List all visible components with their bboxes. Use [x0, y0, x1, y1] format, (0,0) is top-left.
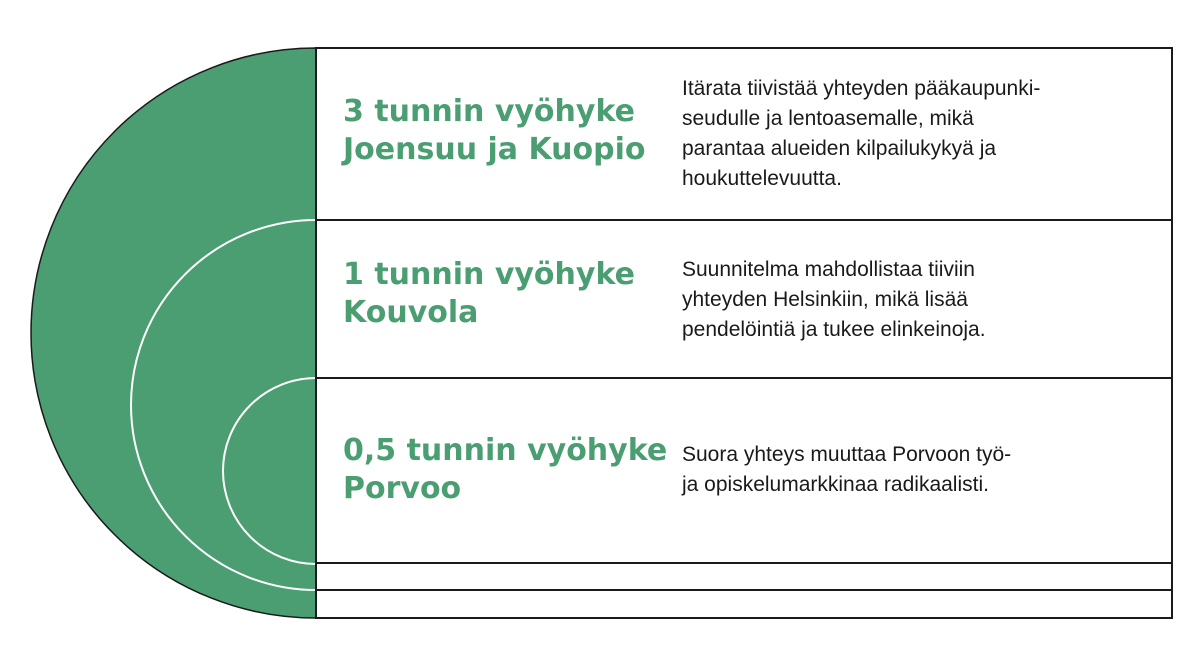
zone-3h-desc-line: houkuttelevuutta.: [682, 167, 842, 190]
zone-1h-desc-line: Suunnitelma mahdollistaa tiiviin: [682, 258, 975, 281]
zone-1h-description: [682, 255, 1152, 345]
zone-05h-title-line1: 0,5 tunnin vyöhyke: [343, 433, 668, 468]
zone-05h-desc-line: ja opiskelumarkkinaa radikaalisti.: [682, 473, 989, 496]
zone-3h-desc-line: Itärata tiivistää yhteyden pääkaupunki-: [682, 77, 1041, 100]
zone-1h-desc-line: yhteyden Helsinkiin, mikä lisää: [682, 288, 968, 311]
zone-3h-title-line2: Joensuu ja Kuopio: [343, 132, 646, 167]
zone-05h-description: [682, 440, 1152, 500]
zone-3h-desc-line: seudulle ja lentoasemalle, mikä: [682, 107, 974, 130]
zone-1h-title-line2: Kouvola: [343, 295, 479, 330]
zone-3h-description: [682, 74, 1152, 194]
zone-3h-title: [343, 93, 646, 169]
zone-1h-title: [343, 256, 635, 332]
zone-3h-title-line1: 3 tunnin vyöhyke: [343, 94, 635, 129]
zone-3h-desc-line: parantaa alueiden kilpailukykyä ja: [682, 137, 997, 160]
zone-05h-title: [343, 432, 667, 508]
zone-1h-desc-line: pendelöintiä ja tukee elinkeinoja.: [682, 318, 986, 341]
zone-1h-title-line1: 1 tunnin vyöhyke: [343, 257, 635, 292]
zone-05h-title-line2: Porvoo: [343, 471, 462, 506]
zone-05h-desc-line: Suora yhteys muuttaa Porvoon työ-: [682, 443, 1012, 466]
zone-3h-half-disc: [31, 48, 316, 618]
